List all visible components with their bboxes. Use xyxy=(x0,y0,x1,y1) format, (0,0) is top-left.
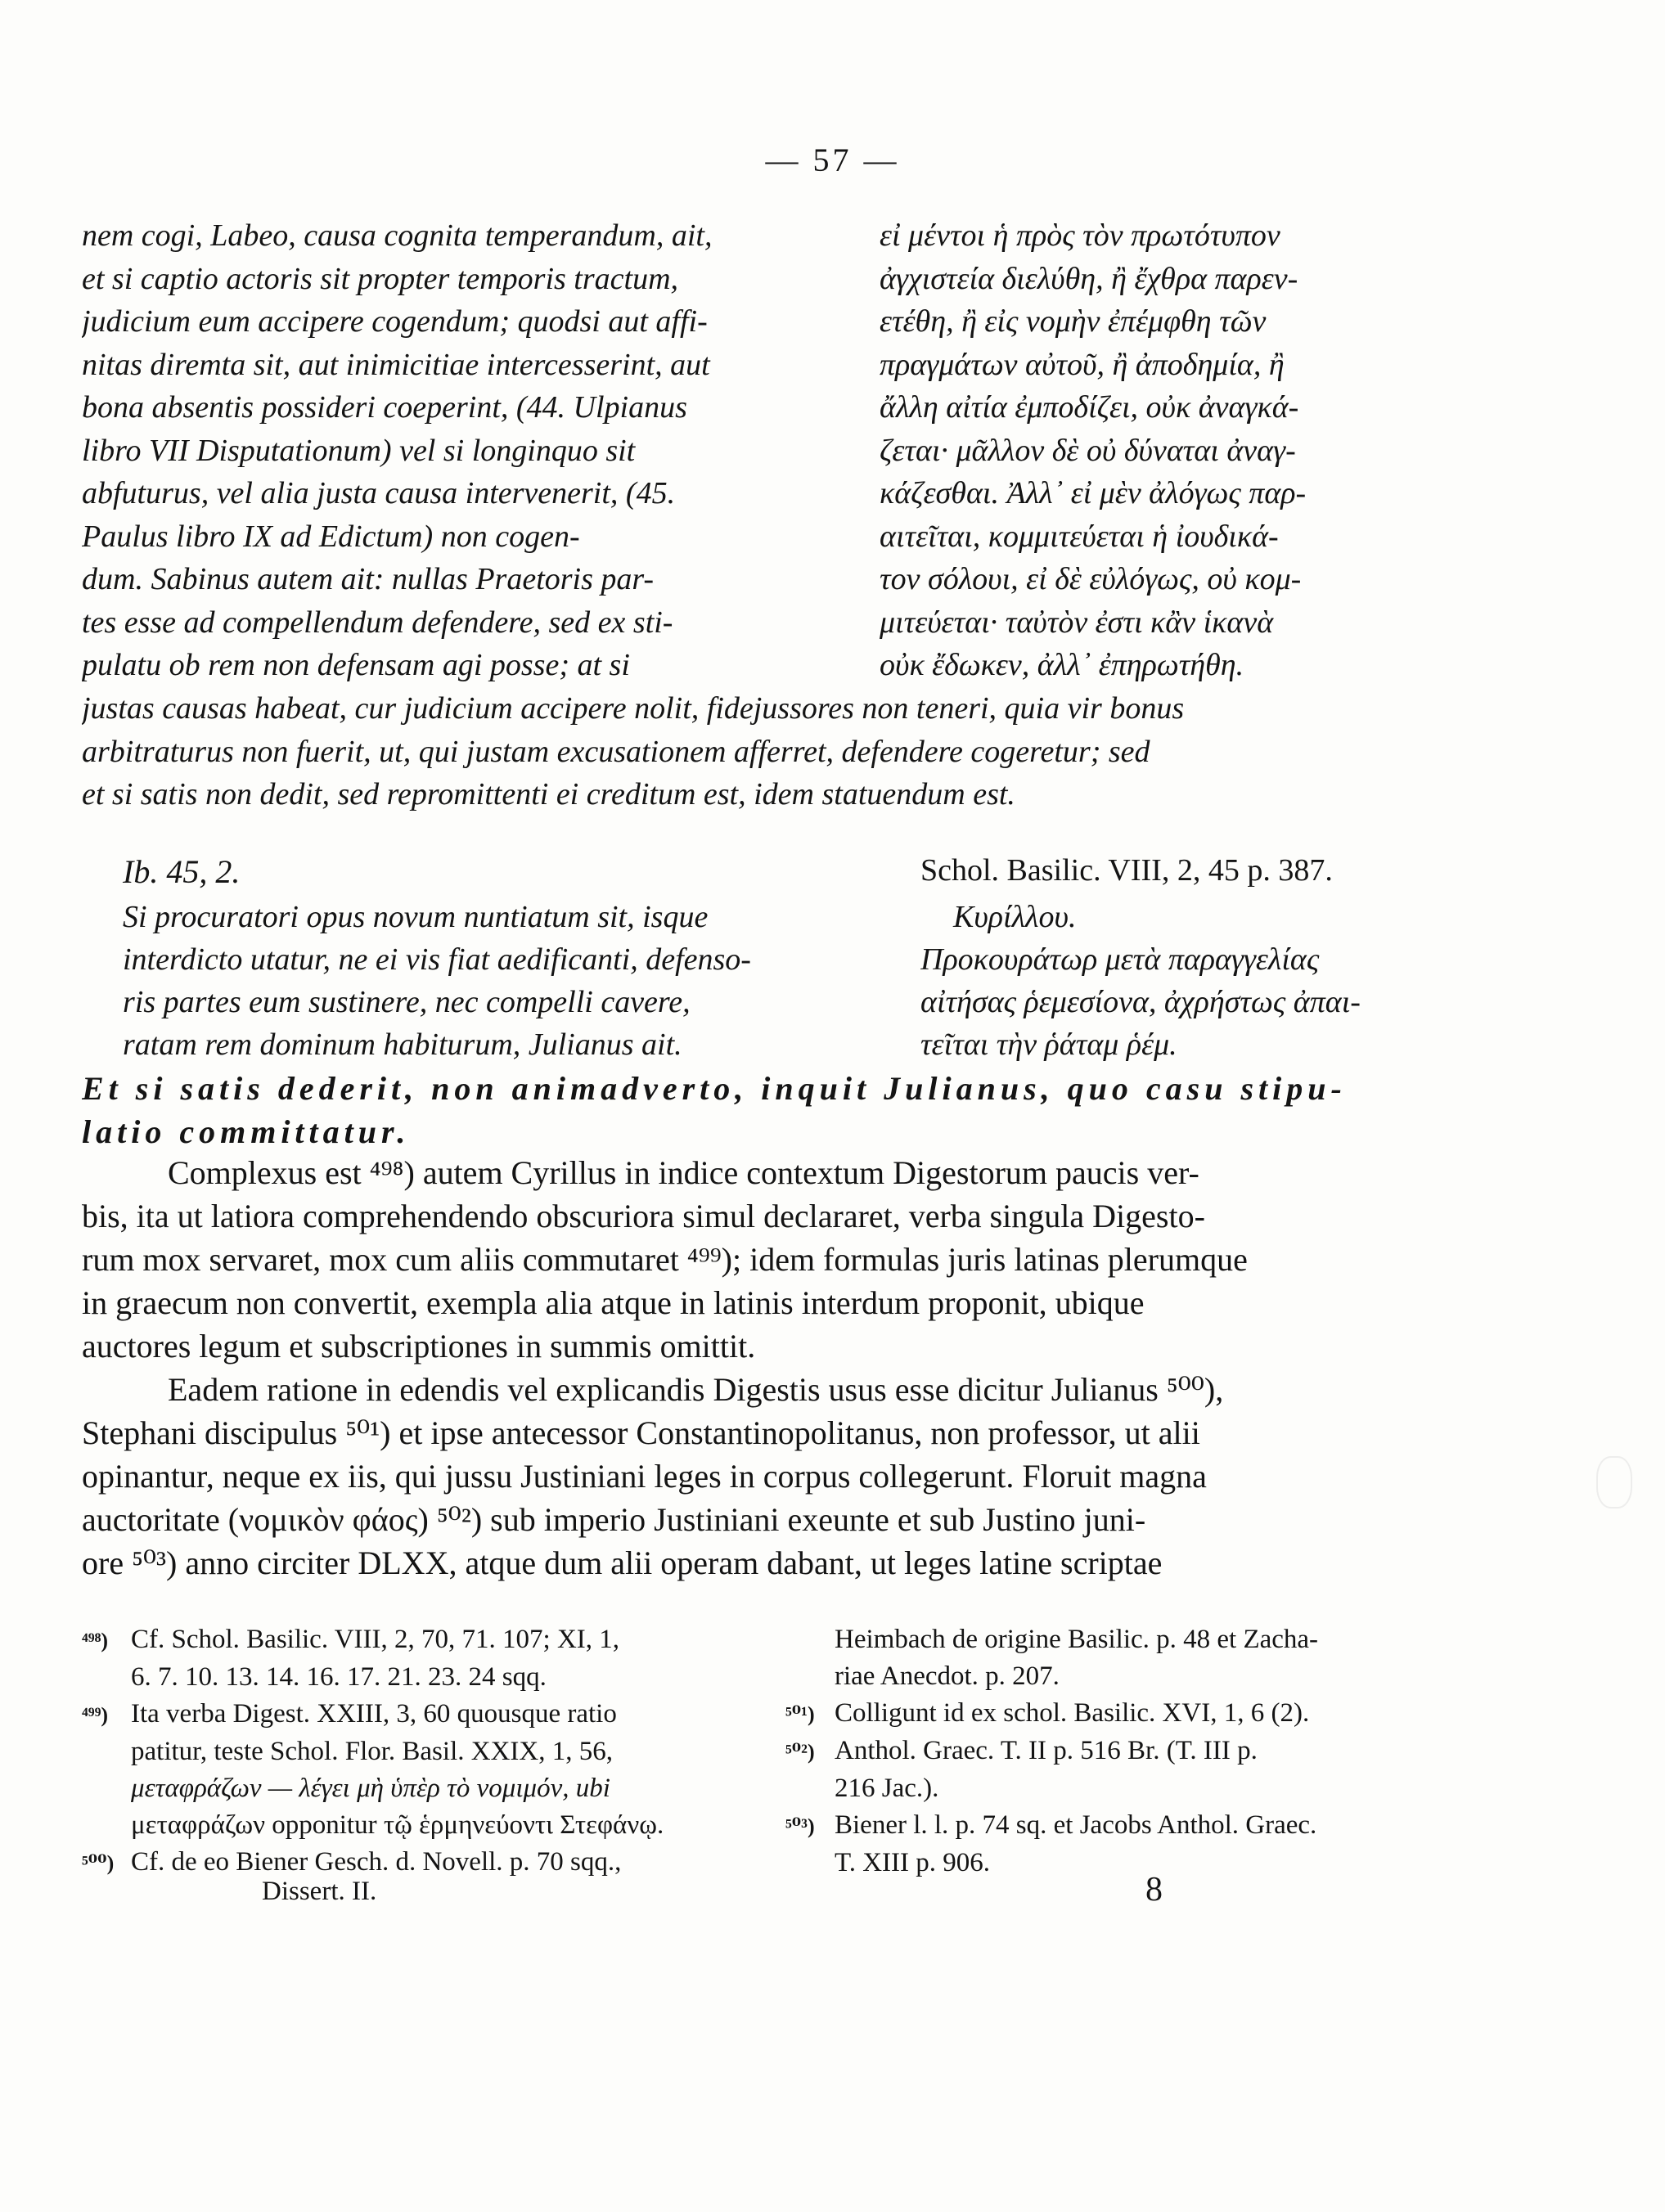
body-line: auctores legum et subscriptiones in summis omittit. xyxy=(82,1328,756,1365)
footnote-text: μεταφράζων — λέγει μὴ ὑπὲρ τὸ νομιμόν, ubi xyxy=(131,1774,610,1803)
quote-line: Προκουράτωρ μετὰ παραγγελίας xyxy=(920,942,1320,977)
greek-line: πραγμάτων αὐτοῦ, ἢ ἀποδημία, ἢ xyxy=(880,347,1285,382)
latin-line: nem cogi, Labeo, causa cognita temperandum, ait, xyxy=(82,218,713,253)
greek-line: ετέθη, ἢ εἰς νομὴν ἐπέμφθη τῶν xyxy=(880,304,1267,339)
body-line: rum mox servaret, mox cum aliis commutaret ⁴⁹⁹); idem formulas juris latinas plerumque xyxy=(82,1241,1248,1278)
source-heading-left: Ib. 45, 2. xyxy=(123,853,241,890)
footnote xyxy=(785,1733,1473,1807)
footnote-text: Biener l. l. p. 74 sq. et Jacobs Anthol. Graec. xyxy=(835,1810,1317,1840)
body-line: auctoritate (νομικὸν φάος) ⁵⁰²) sub imperio Justiniani exeunte et sub Justino juni- xyxy=(82,1501,1146,1538)
quote-line: ratam rem dominum habiturum, Julianus ait. xyxy=(123,1027,682,1062)
footnote-text: Cf. Schol. Basilic. VIII, 2, 70, 71. 107; XI, 1, xyxy=(131,1625,620,1654)
passage-line: et si satis non dedit, sed repromittenti ei creditum est, idem statuendum est. xyxy=(82,777,1015,812)
closing-quote-line: Et si satis dederit, non animadverto, inquit Julianus, quo casu stipu- xyxy=(82,1070,1347,1107)
source-heading-right: Schol. Basilic. VIII, 2, 45 p. 387. xyxy=(920,853,1333,888)
closing-quote-line: latio committatur. xyxy=(82,1113,411,1150)
greek-line: εἰ μέντοι ἡ πρὸς τὸν πρωτότυπον xyxy=(880,218,1280,253)
footnote-mark: ⁵⁰⁰) xyxy=(82,1851,115,1875)
footnote-text: 216 Jac.). xyxy=(835,1774,939,1803)
footnote-text: Cf. de eo Biener Gesch. d. Novell. p. 70 sqq., xyxy=(131,1847,622,1877)
greek-line: οὐκ ἔδωκεν, ἀλλ᾽ ἐπηρωτήθη. xyxy=(880,648,1244,682)
latin-line: dum. Sabinus autem ait: nullas Praetoris par- xyxy=(82,562,655,596)
footnotes-right xyxy=(785,1621,1473,1882)
full-width-passage xyxy=(82,687,1473,816)
footnote-text: Anthol. Graec. T. II p. 516 Br. (T. III p. xyxy=(835,1736,1258,1765)
greek-line: τον σόλουι, εἰ δὲ εὐλόγως, οὐ κομ- xyxy=(880,562,1302,596)
latin-line: abfuturus, vel alia justa causa intervenerit, (45. xyxy=(82,476,676,510)
greek-line: ζεται· μᾶλλον δὲ οὐ δύναται ἀναγ- xyxy=(880,433,1296,468)
footnote-text: patitur, teste Schol. Flor. Basil. XXIX, 1, 56, xyxy=(131,1737,613,1766)
footnote xyxy=(82,1844,802,1882)
footnote-text: 6. 7. 10. 13. 14. 16. 17. 21. 23. 24 sqq. xyxy=(131,1662,547,1692)
commentary-body xyxy=(82,1151,1473,1585)
footnote-mark: ⁵⁰²) xyxy=(785,1740,815,1764)
quote-greek xyxy=(920,896,1477,1066)
footnote-mark: ⁵⁰¹) xyxy=(785,1702,815,1726)
latin-line: bona absentis possideri coeperint, (44. Ulpianus xyxy=(82,390,687,425)
quote-line: interdicto utatur, ne ei vis fiat aedificanti, defenso- xyxy=(123,942,751,977)
footnote-text: riae Anecdot. p. 207. xyxy=(835,1661,1060,1691)
latin-line: nitas diremta sit, aut inimicitiae intercesserint, aut xyxy=(82,347,710,382)
quote-line: αἰτήσας ῥεμεσίονα, ἀχρήστως ἀπαι- xyxy=(920,985,1361,1019)
footnotes-left xyxy=(82,1621,802,1882)
footnote-text: Colligunt id ex schol. Basilic. XVI, 1, 6 (2). xyxy=(835,1698,1310,1728)
quote-line: τεῖται τὴν ῥάταμ ῥέμ. xyxy=(920,1027,1177,1062)
greek-column xyxy=(880,214,1469,687)
passage-line: justas causas habeat, cur judicium accipere nolit, fidejussores non teneri, quia vir bonus xyxy=(82,691,1185,726)
greek-line: μιτεύεται· ταὐτὸν ἐστι κἂν ἱκανὰ xyxy=(880,605,1274,640)
signature-number: 8 xyxy=(1145,1871,1163,1909)
quote-line: ris partes eum sustinere, nec compelli cavere, xyxy=(123,985,691,1019)
footnote-text: Ita verba Digest. XXIII, 3, 60 quousque ratio xyxy=(131,1699,617,1729)
footnote-text: μεταφράζων opponitur τῷ ἑρμηνεύοντι Στεφάνῳ. xyxy=(131,1810,664,1840)
footnote-text: T. XIII p. 906. xyxy=(835,1848,991,1877)
latin-column xyxy=(82,214,867,687)
latin-line: Paulus libro IX ad Edictum) non cogen- xyxy=(82,519,580,554)
greek-line: κάζεσθαι. Ἀλλ᾽ εἰ μὲν ἀλόγως παρ- xyxy=(880,476,1307,510)
quote-line: Si procuratori opus novum nuntiatum sit, isque xyxy=(123,900,709,934)
footnote-text: Heimbach de origine Basilic. p. 48 et Zacha- xyxy=(835,1625,1319,1654)
footnote xyxy=(785,1695,1473,1733)
latin-line: libro VII Disputationum) vel si longinquo sit xyxy=(82,433,636,468)
body-line: Complexus est ⁴⁹⁸) autem Cyrillus in indice contextum Digestorum paucis ver- xyxy=(168,1154,1199,1191)
quote-line: Κυρίλλου. xyxy=(953,900,1077,934)
body-line: opinantur, neque ex iis, qui jussu Justiniani leges in corpus collegerunt. Floruit magna xyxy=(82,1458,1207,1495)
greek-line: ἄλλη αἰτία ἐμποδίζει, οὐκ ἀναγκά- xyxy=(880,390,1299,425)
latin-line: judicium eum accipere cogendum; quodsi aut affi- xyxy=(82,304,708,339)
footnote xyxy=(785,1807,1473,1882)
body-line: Eadem ratione in edendis vel explicandis Digestis usus esse dicitur Julianus ⁵⁰⁰), xyxy=(168,1371,1224,1408)
greek-line: αιτεῖται, κομμιτεύεται ἡ ἰουδικά- xyxy=(880,519,1279,554)
latin-line: pulatu ob rem non defensam agi posse; at si xyxy=(82,648,630,682)
footnote-mark: ⁴⁹⁹) xyxy=(82,1703,109,1727)
latin-line: et si captio actoris sit propter temporis tractum, xyxy=(82,261,679,296)
page-number: — 57 — xyxy=(765,142,900,178)
latin-line: tes esse ad compellendum defendere, sed ex sti- xyxy=(82,605,673,640)
footnote xyxy=(785,1621,1473,1695)
body-line: in graecum non convertit, exempla alia atque in latinis interdum proponit, ubique xyxy=(82,1284,1145,1321)
body-line: Stephani discipulus ⁵⁰¹) et ipse antecessor Constantinopolitanus, non professor, ut alii xyxy=(82,1414,1200,1451)
footnote xyxy=(82,1696,802,1844)
quote-latin xyxy=(123,896,859,1066)
signature-mark: Dissert. II. xyxy=(262,1877,377,1906)
passage-line: arbitraturus non fuerit, ut, qui justam excusationem afferret, defendere cogeretur; sed xyxy=(82,734,1150,769)
footnote xyxy=(82,1621,802,1696)
show-through-mark xyxy=(1596,1456,1632,1508)
closing-quote xyxy=(82,1068,1473,1153)
body-line: ore ⁵⁰³) anno circiter DLXX, atque dum alii operam dabant, ut leges latine scriptae xyxy=(82,1544,1163,1581)
greek-line: ἀγχιστεία διελύθη, ἢ ἔχθρα παρεν- xyxy=(880,261,1298,296)
footnote-mark: ⁵⁰³) xyxy=(785,1814,815,1838)
body-line: bis, ita ut latiora comprehendendo obscuriora simul declararet, verba singula Digesto- xyxy=(82,1198,1205,1234)
footnote-mark: ⁴⁹⁸) xyxy=(82,1629,109,1652)
